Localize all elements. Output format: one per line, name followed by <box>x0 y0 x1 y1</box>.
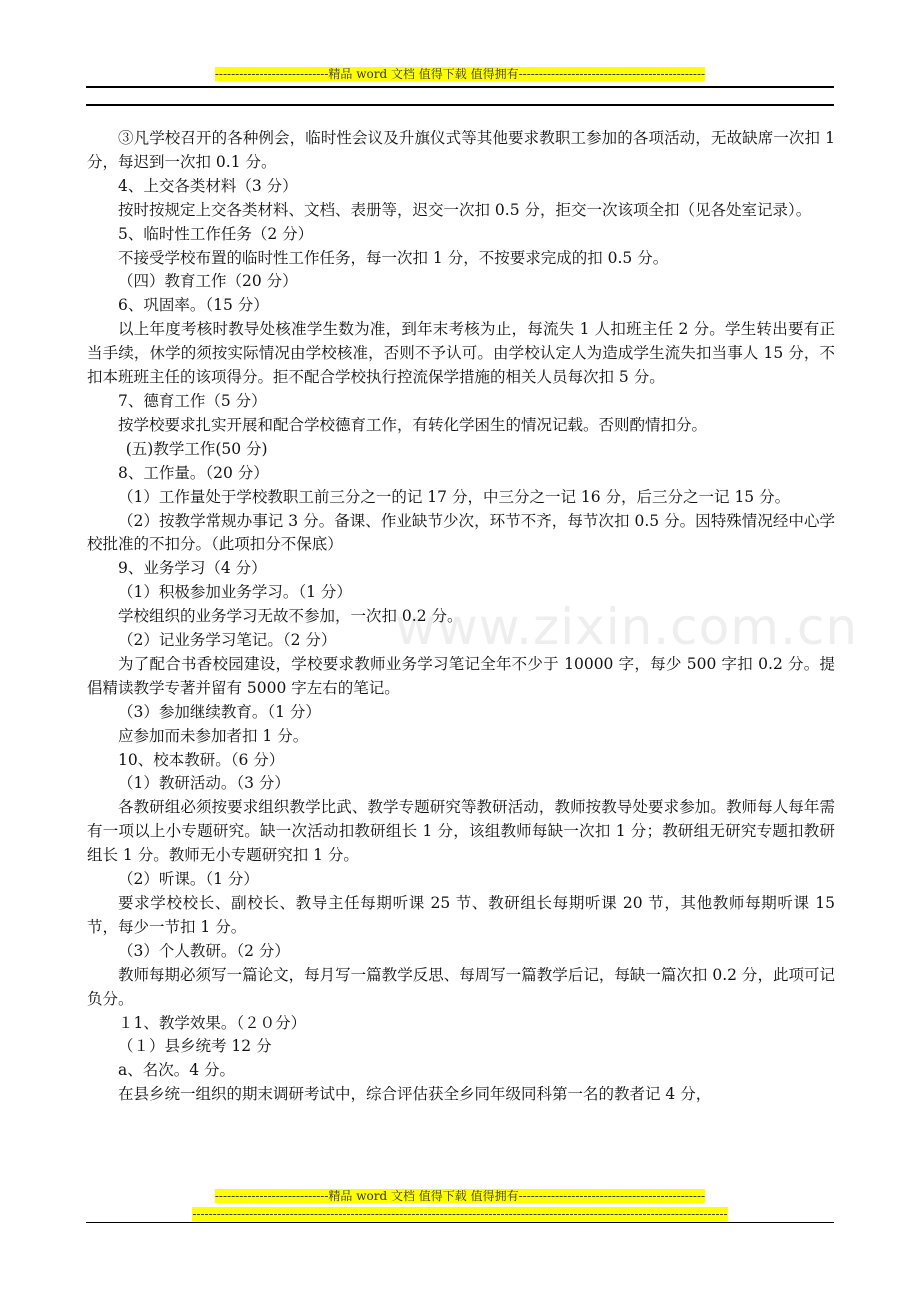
body-paragraph: 教师每期必须写一篇论文，每月写一篇教学反思、每周写一篇教学后记，每缺一篇次扣 0.2 分，此项可记负分。 <box>87 965 835 1008</box>
footer-dash-text: ------------------------------------------------------------------------------------------------------------------------------------ <box>192 1207 728 1221</box>
body-paragraph: （3）参加继续教育。（1 分） <box>118 702 321 721</box>
footer-dash-line <box>0 1207 920 1221</box>
watermark-text: www.zixin.com.cn <box>395 598 859 656</box>
body-paragraph: (五)教学工作(50 分) <box>125 439 268 458</box>
header-rule-bottom <box>86 104 834 106</box>
body-paragraph: 各教研组必须按要求组织教学比武、教学专题研究等教研活动，教师按教导处要求参加。教师每人每年需有一项以上小专题研究。缺一次活动扣教研组长 1 分，该组教师每缺一次扣 1 分；教研组无研究专题扣教研组长 1 分。教师无小专题研究扣 1 分。 <box>87 798 835 865</box>
body-paragraph: １1、教学效果。（２０分） <box>118 1013 307 1032</box>
body-paragraph: 6、巩固率。（15 分） <box>118 296 269 315</box>
body-paragraph: 10、校本教研。（6 分） <box>118 750 285 769</box>
body-paragraph: 为了配合书香校园建设，学校要求教师业务学习笔记全年不少于 10000 字，每少 500 字扣 0.2 分。提倡精读教学专著并留有 5000 字左右的笔记。 <box>87 654 835 697</box>
header-rule-top <box>86 86 834 88</box>
body-paragraph: （四）教育工作（20 分） <box>118 272 298 291</box>
body-paragraph: 8、工作量。（20 分） <box>118 463 269 482</box>
body-paragraph: ③凡学校召开的各种例会，临时性会议及升旗仪式等其他要求教职工参加的各项活动，无故缺席一次扣 1 分，每迟到一次扣 0.1 分。 <box>87 129 835 171</box>
body-paragraph: 4、上交各类材料（3 分） <box>118 176 298 195</box>
body-paragraph: 不接受学校布置的临时性工作任务，每一次扣 1 分，不按要求完成的扣 0.5 分。 <box>118 248 669 267</box>
body-paragraph: （1）积极参加业务学习。（1 分） <box>118 583 352 602</box>
footer-banner-text: ----------------------------精品 word 文档 值得下载 值得拥有---------------------------------------------- <box>214 1189 706 1203</box>
body-paragraph: 以上年度考核时教导处核准学生数为准，到年末考核为止，每流失 1 人扣班主任 2 分。学生转出要有正当手续，休学的须按实际情况由学校核准，否则不予认可。由学校认定人为造成学生流失扣当事人 15 分，不扣本班班主任的该项得分。拒不配合学校执行控流保学措施的相关人员每次扣 5 分。 <box>87 320 835 387</box>
body-paragraph: 学校组织的业务学习无故不参加，一次扣 0.2 分。 <box>118 607 463 626</box>
body-paragraph: （１）县乡统考 12 分 <box>118 1037 272 1056</box>
body-paragraph: 按时按规定上交各类材料、文档、表册等，迟交一次扣 0.5 分，拒交一次该项全扣（见各处室记录）。 <box>118 200 812 219</box>
body-paragraph: （2）记业务学习笔记。（2 分） <box>118 631 337 650</box>
body-paragraph: （1）工作量处于学校教职工前三分之一的记 17 分，中三分之一记 16 分，后三分之一记 15 分。 <box>118 487 791 506</box>
body-paragraph: （1）教研活动。（3 分） <box>118 774 290 793</box>
body-paragraph: 7、德育工作（5 分） <box>118 391 267 410</box>
header-banner <box>0 67 920 81</box>
footer-banner <box>0 1189 920 1203</box>
footer-rule <box>86 1222 834 1223</box>
body-paragraph: a、名次。4 分。 <box>118 1061 236 1080</box>
body-paragraph: 按学校要求扎实开展和配合学校德育工作，有转化学困生的情况记载。否则酌情扣分。 <box>118 415 708 434</box>
body-paragraph: 9、业务学习（4 分） <box>118 559 267 578</box>
body-paragraph: （2）听课。（1 分） <box>118 870 259 889</box>
body-paragraph: 在县乡统一组织的期末调研考试中，综合评估获全乡同年级同科第一名的教者记 4 分， <box>118 1085 712 1104</box>
header-banner-text: ----------------------------精品 word 文档 值得下载 值得拥有---------------------------------------------- <box>214 67 706 81</box>
body-paragraph: （3）个人教研。（2 分） <box>118 941 290 960</box>
document-body <box>87 127 835 1107</box>
body-paragraph: 应参加而未参加者扣 1 分。 <box>118 726 309 745</box>
body-paragraph: （2）按教学常规办事记 3 分。备课、作业缺节少次，环节不齐，每节次扣 0.5 分。因特殊情况经中心学校批准的不扣分。（此项扣分不保底） <box>87 511 835 554</box>
body-paragraph: 5、临时性工作任务（2 分） <box>118 224 314 243</box>
body-paragraph: 要求学校校长、副校长、教导主任每期听课 25 节、教研组长每期听课 20 节，其他教师每期听课 15 节，每少一节扣 1 分。 <box>87 894 835 936</box>
